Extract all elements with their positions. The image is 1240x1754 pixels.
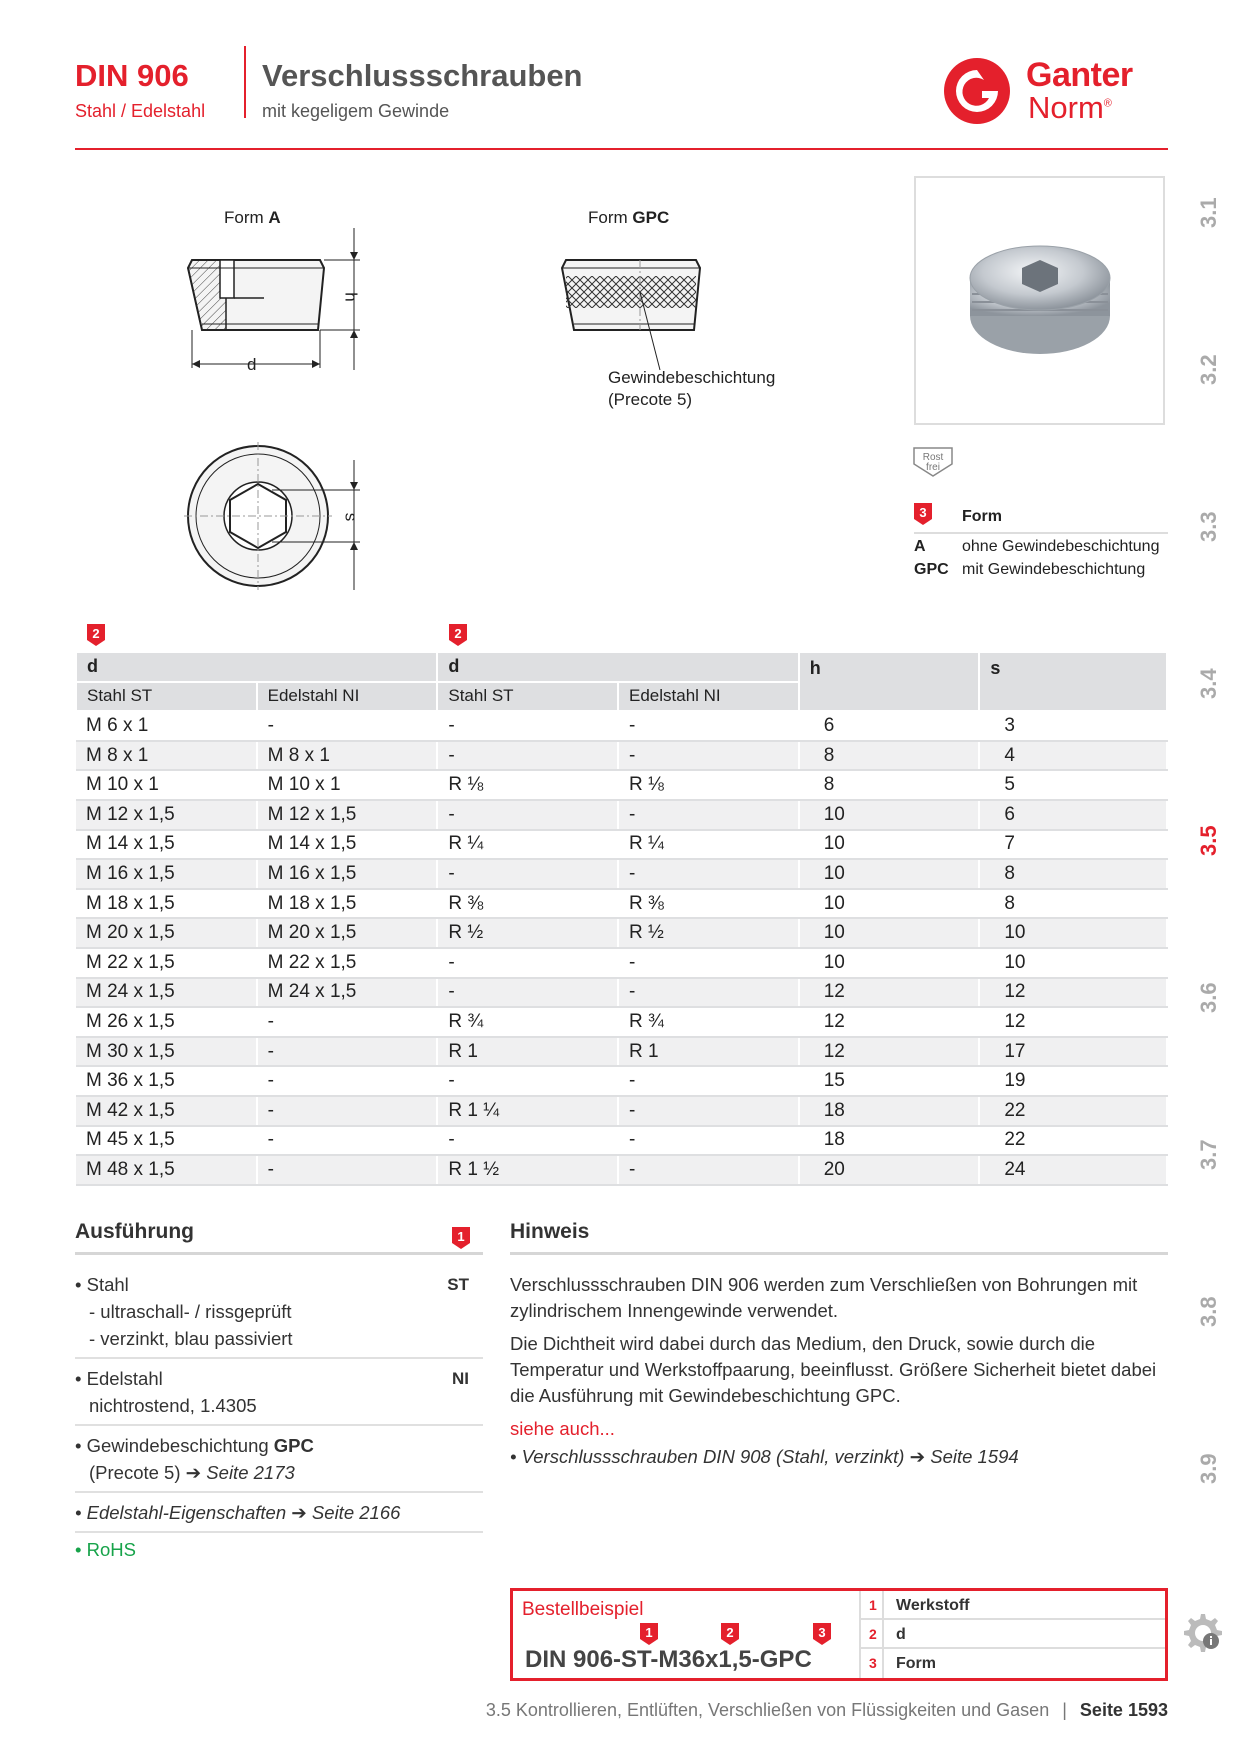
option-edelstahl-detail: nichtrostend, 1.4305 [89,1395,257,1416]
table-cell: 10 [799,830,980,860]
table-cell: 10 [799,800,980,830]
order-legend-row: 3 Form [859,1649,1165,1678]
order-example-left [513,1591,859,1678]
table-cell: - [618,948,799,978]
option-gpc-link[interactable]: (Precote 5) ➔ Seite 2173 [89,1462,295,1483]
table-cell: - [257,1096,438,1126]
product-material: Stahl / Edelstahl [75,101,206,121]
table-cell: M 16 x 1,5 [76,859,257,889]
table-cell: - [437,859,618,889]
table-row [76,800,1167,830]
table-cell: M 10 x 1 [257,770,438,800]
header-h: h [799,652,980,711]
ausfuehrung-rule [75,1252,483,1255]
din-908-link[interactable]: • Verschlussschrauben DIN 908 (Stahl, verzinkt) ➔ Seite 1594 [510,1446,1019,1467]
table-cell: 4 [979,741,1167,771]
table-cell: M 22 x 1,5 [257,948,438,978]
table-cell: 7 [979,830,1167,860]
table-cell: M 14 x 1,5 [76,830,257,860]
table-cell: R ¾ [437,1007,618,1037]
table-row [76,1007,1167,1037]
table-cell: R ¾ [618,1007,799,1037]
order-example-legend [859,1591,1165,1678]
table-cell: 12 [799,1037,980,1067]
table-cell: 18 [799,1126,980,1156]
form-legend-text-gpc: mit Gewindebeschichtung [962,561,1146,578]
table-cell: M 18 x 1,5 [76,889,257,919]
table-cell: - [257,711,438,741]
table-cell: 15 [799,1066,980,1096]
table-cell: M 24 x 1,5 [257,978,438,1008]
table-cell: M 42 x 1,5 [76,1096,257,1126]
table-cell: M 14 x 1,5 [257,830,438,860]
table-cell: 12 [799,1007,980,1037]
table-cell: M 36 x 1,5 [76,1066,257,1096]
table-cell: - [618,1066,799,1096]
chapter-link-3-9[interactable]: 3.9 [1196,1453,1221,1484]
page-footer [486,1700,1168,1721]
table-row [76,741,1167,771]
chapter-link-3-5-active[interactable]: 3.5 [1196,825,1221,856]
coating-label-1: Gewindebeschichtung [608,368,776,387]
table-cell: R ½ [618,918,799,948]
table-cell: R ½ [437,918,618,948]
footer-separator: | [1062,1700,1067,1720]
table-cell: M 48 x 1,5 [76,1155,257,1185]
table-cell: 6 [979,800,1167,830]
table-badge-2: 2 [454,626,462,641]
gear-info-icon[interactable] [1183,1610,1223,1652]
table-cell: 20 [799,1155,980,1185]
table-cell: - [618,711,799,741]
table-cell: M 45 x 1,5 [76,1126,257,1156]
table-cell: 5 [979,770,1167,800]
header-s: s [979,652,1167,711]
ausfuehrung-list [75,1265,483,1561]
brand-name-ganter: Ganter [1026,56,1133,94]
table-cell: R 1 ¼ [437,1096,618,1126]
table-cell: 8 [979,859,1167,889]
table-cell: - [618,1155,799,1185]
table-cell: - [437,948,618,978]
table-cell: - [618,741,799,771]
order-legend-row: 2 d [859,1620,1165,1649]
table-cell: 12 [979,1007,1167,1037]
table-cell: - [618,1096,799,1126]
table-cell: - [437,1126,618,1156]
table-cell: 8 [979,889,1167,919]
hinweis-title: Hinweis [510,1220,590,1243]
table-cell: M 6 x 1 [76,711,257,741]
hinweis-body [510,1265,1168,1470]
option-edelstahl-code: NI [452,1369,469,1388]
option-gpc [75,1426,483,1493]
table-cell: M 30 x 1,5 [76,1037,257,1067]
header-d-inch: d [437,652,798,682]
form-legend-text-a: ohne Gewindebeschichtung [962,538,1160,555]
table-cell: - [618,1126,799,1156]
table-cell: 24 [979,1155,1167,1185]
dimension-table [75,651,1168,1186]
form-gpc-label: Form GPC [588,208,670,227]
coating-label-2: (Precote 5) [608,390,693,409]
table-cell: M 18 x 1,5 [257,889,438,919]
table-cell: M 8 x 1 [76,741,257,771]
table-row [76,711,1167,741]
hinweis-rule [510,1252,1168,1255]
table-badge-1: 2 [92,626,100,641]
product-photo [914,176,1165,425]
chapter-link-3-7[interactable]: 3.7 [1196,1139,1221,1170]
table-cell: - [437,741,618,771]
ausfuehrung-badge: 1 [457,1229,465,1244]
table-cell: 8 [799,741,980,771]
header-d-metric: d [76,652,437,682]
see-also-label: siehe auch... [510,1418,615,1439]
dim-s-label: s [341,512,361,522]
table-cell: - [618,978,799,1008]
table-cell: M 12 x 1,5 [257,800,438,830]
table-cell: 12 [799,978,980,1008]
option-gpc-label: • Gewindebeschichtung GPC [75,1435,314,1456]
dim-h-label: h [341,292,361,302]
table-cell: - [257,1037,438,1067]
product-code: DIN 906 [75,58,189,93]
table-row [76,770,1167,800]
table-cell: 17 [979,1037,1167,1067]
table-cell: R ¼ [437,830,618,860]
order-legend-row: 1 Werkstoff [859,1591,1165,1620]
table-row [76,1037,1167,1067]
table-cell: 10 [799,948,980,978]
subheader-stahl-st: Stahl ST [76,682,257,712]
table-cell: - [257,1007,438,1037]
table-cell: 10 [799,889,980,919]
form-a-label: Form A [224,208,281,227]
table-cell: - [257,1155,438,1185]
table-cell: 10 [799,859,980,889]
table-cell: 6 [799,711,980,741]
dim-d-label: d [247,355,257,374]
form-legend-rule [914,532,1168,534]
table-cell: 10 [979,948,1167,978]
table-row [76,830,1167,860]
rostfrei-text: Rost frei [922,452,944,473]
option-stahl-detail-1: - ultraschall- / rissgeprüft [89,1301,292,1322]
table-cell: 22 [979,1126,1167,1156]
table-cell: 10 [799,918,980,948]
form-legend-code-gpc: GPC [914,561,949,578]
table-cell: 10 [979,918,1167,948]
table-cell: M 20 x 1,5 [257,918,438,948]
table-cell: M 26 x 1,5 [76,1007,257,1037]
header-divider [244,46,246,118]
chapter-link-3-4[interactable]: 3.4 [1196,668,1221,699]
table-cell: - [257,1066,438,1096]
chapter-link-3-6[interactable]: 3.6 [1196,982,1221,1013]
table-cell: 19 [979,1066,1167,1096]
table-cell: R ⅛ [618,770,799,800]
table-cell: M 12 x 1,5 [76,800,257,830]
brand-name-norm: Norm® [1028,90,1112,125]
form-legend-code-a: A [914,538,926,555]
chapter-link-3-8[interactable]: 3.8 [1196,1296,1221,1327]
table-row [76,889,1167,919]
table-row [76,1066,1167,1096]
hinweis-paragraph-1: Verschlussschrauben DIN 906 werden zum Verschließen von Bohrungen mit zylindrischem Innengewinde verwendet. [510,1274,1138,1321]
table-cell: - [618,800,799,830]
chapter-link-3-2[interactable]: 3.2 [1196,354,1221,385]
table-cell: 8 [799,770,980,800]
table-cell: R ⅜ [437,889,618,919]
ganter-logo-icon [942,56,1012,126]
subheader-edelstahl-ni: Edelstahl NI [257,682,438,712]
page-title: Verschlussschrauben [262,58,583,93]
option-edelstahl [75,1359,483,1426]
order-example-box [510,1588,1168,1681]
table-cell: R ¼ [618,830,799,860]
ausfuehrung-title: Ausführung [75,1220,194,1243]
form-badge-number: 3 [919,505,927,520]
table-cell: M 16 x 1,5 [257,859,438,889]
page-number: Seite 1593 [1079,1700,1168,1720]
edelstahl-eigenschaften-link[interactable]: • Edelstahl-Eigenschaften ➔ Seite 2166 [75,1493,483,1533]
table-cell: M 20 x 1,5 [76,918,257,948]
option-stahl-label: • Stahl [75,1274,129,1295]
table-cell: - [437,800,618,830]
table-cell: - [437,1066,618,1096]
table-cell: 3 [979,711,1167,741]
table-cell: R ⅛ [437,770,618,800]
table-cell: R ⅜ [618,889,799,919]
table-cell: - [437,978,618,1008]
table-cell: R 1 [618,1037,799,1067]
table-cell: R 1 ½ [437,1155,618,1185]
table-cell: - [618,859,799,889]
table-cell: M 24 x 1,5 [76,978,257,1008]
subheader-edelstahl-ni: Edelstahl NI [618,682,799,712]
order-example-title: Bestellbeispiel [522,1599,644,1620]
table-row [76,1155,1167,1185]
chapter-link-3-1[interactable]: 3.1 [1196,197,1221,228]
option-stahl-code: ST [447,1275,469,1294]
page-subtitle: mit kegeligem Gewinde [262,101,450,121]
table-row [76,1126,1167,1156]
table-cell: M 22 x 1,5 [76,948,257,978]
table-cell: 18 [799,1096,980,1126]
table-row [76,918,1167,948]
table-row [76,859,1167,889]
table-cell: - [257,1126,438,1156]
form-legend-title: Form [962,508,1002,525]
option-stahl-detail-2: - verzinkt, blau passiviert [89,1328,293,1349]
footer-chapter: 3.5 Kontrollieren, Entlüften, Verschließen von Flüssigkeiten und Gasen [485,1700,1050,1720]
hinweis-paragraph-2: Die Dichtheit wird dabei durch das Medium, den Druck, sowie durch die Temperatur und Werkstoffpaarung, beeinflusst. Größere Sicherheit bietet dabei die Ausführung mit Gewindebeschichtung GPC. [510,1333,1157,1406]
table-cell: - [437,711,618,741]
table-row [76,1096,1167,1126]
option-edelstahl-label: • Edelstahl [75,1368,163,1389]
table-row [76,978,1167,1008]
subheader-stahl-st: Stahl ST [437,682,618,712]
rohs-label: • RoHS [75,1539,136,1560]
table-cell: M 8 x 1 [257,741,438,771]
table-cell: 22 [979,1096,1167,1126]
order-example-code: DIN 906-ST-M36x1,5-GPC [525,1646,812,1673]
table-cell: M 10 x 1 [76,770,257,800]
option-stahl [75,1265,483,1359]
chapter-link-3-3[interactable]: 3.3 [1196,511,1221,542]
table-cell: R 1 [437,1037,618,1067]
table-row [76,948,1167,978]
table-cell: 12 [979,978,1167,1008]
order-badge-3: 3 [818,1625,826,1640]
header-rule [75,148,1168,150]
order-badge-2: 2 [726,1625,734,1640]
order-badge-1: 1 [645,1625,653,1640]
